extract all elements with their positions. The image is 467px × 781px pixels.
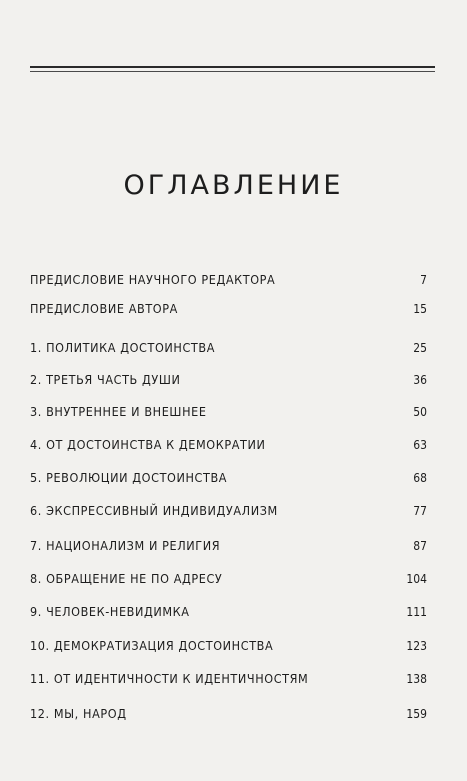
toc-entry (30, 404, 427, 419)
toc-entry-page: 7 (420, 273, 427, 287)
top-rule-thin (30, 71, 435, 72)
toc-entry-label: 3. ВНУТРЕННЕЕ И ВНЕШНЕЕ (30, 404, 207, 419)
toc-entry (30, 671, 427, 686)
toc-entry-label: ПРЕДИСЛОВИЕ НАУЧНОГО РЕДАКТОРА (30, 272, 276, 287)
toc-entry-page: 111 (406, 605, 427, 619)
toc-entry (30, 706, 427, 721)
toc-entry (30, 372, 427, 387)
toc-entry (30, 571, 427, 586)
page-title: ОГЛАВЛЕНИЕ (123, 170, 344, 201)
toc-entry (30, 538, 427, 553)
toc-entry-page: 68 (413, 471, 427, 485)
toc-entry-label: 6. ЭКСПРЕССИВНЫЙ ИНДИВИДУАЛИЗМ (30, 503, 278, 518)
toc-entry (30, 503, 427, 518)
toc-entry (30, 340, 427, 355)
toc-entry-label: 1. ПОЛИТИКА ДОСТОИНСТВА (30, 340, 216, 355)
toc-entry-page: 159 (406, 707, 427, 721)
toc-entry-page: 25 (413, 341, 427, 355)
toc-entry-page: 15 (413, 302, 427, 316)
toc-entry-page: 36 (413, 373, 427, 387)
toc-entry (30, 470, 427, 485)
toc-entry-label: 7. НАЦИОНАЛИЗМ И РЕЛИГИЯ (30, 538, 221, 553)
toc-entry (30, 437, 427, 452)
toc-entry-label: ПРЕДИСЛОВИЕ АВТОРА (30, 301, 178, 316)
top-rule (30, 66, 435, 68)
toc-entry-page: 50 (413, 405, 427, 419)
toc-entry (30, 638, 427, 653)
toc-entry-label: 8. ОБРАЩЕНИЕ НЕ ПО АДРЕСУ (30, 571, 223, 586)
toc-entry-label: 4. ОТ ДОСТОИНСТВА К ДЕМОКРАТИИ (30, 437, 266, 452)
toc-entry-page: 138 (406, 672, 427, 686)
toc-entry-label: 5. РЕВОЛЮЦИИ ДОСТОИНСТВА (30, 470, 228, 485)
toc-entry (30, 301, 427, 316)
toc-entry-label: 12. МЫ, НАРОД (30, 706, 127, 721)
toc-entry-label: 9. ЧЕЛОВЕК-НЕВИДИМКА (30, 604, 190, 619)
toc-entry-page: 104 (406, 572, 427, 586)
toc-entry (30, 272, 427, 287)
toc-entry-label: 11. ОТ ИДЕНТИЧНОСТИ К ИДЕНТИЧНОСТЯМ (30, 671, 309, 686)
toc-entry (30, 604, 427, 619)
toc-entry-page: 77 (413, 504, 427, 518)
toc-entry-label: 2. ТРЕТЬЯ ЧАСТЬ ДУШИ (30, 372, 181, 387)
toc-entry-label: 10. ДЕМОКРАТИЗАЦИЯ ДОСТОИНСТВА (30, 638, 274, 653)
toc-entry-page: 123 (406, 639, 427, 653)
toc-entry-page: 63 (413, 438, 427, 452)
toc-entry-page: 87 (413, 539, 427, 553)
